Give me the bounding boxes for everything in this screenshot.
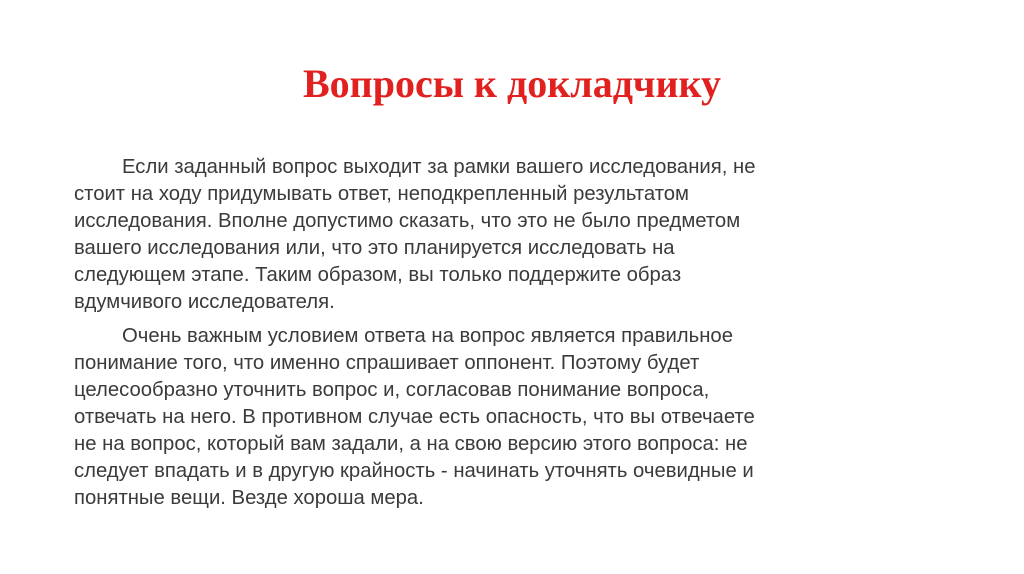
paragraph-1: Если заданный вопрос выходит за рамки вашего исследования, не стоит на ходу придумывать ответ, неподкрепленный результатом исследования. Вполне допустимо сказать, что это не было предметом вашего исследования или, что это планируется исследовать на следующем этапе. Таким образом, вы только поддержите образ вдумчивого исследователя. [74, 156, 756, 313]
slide-title: Вопросы к докладчику [302, 61, 722, 106]
slide-body [74, 154, 954, 519]
paragraph-2: Очень важным условием ответа на вопрос является правильное понимание того, что именно спрашивает оппонент. Поэтому будет целесообразно уточнить вопрос и, согласовав понимание вопроса, отвечать на него. В противном случае есть опасность, что вы отвечаете не на вопрос, который вам задали, а на свою версию этого вопроса: не следует впадать и в другую крайность - начинать уточнять очевидные и понятные вещи. Везде хороша мера. [74, 325, 755, 509]
